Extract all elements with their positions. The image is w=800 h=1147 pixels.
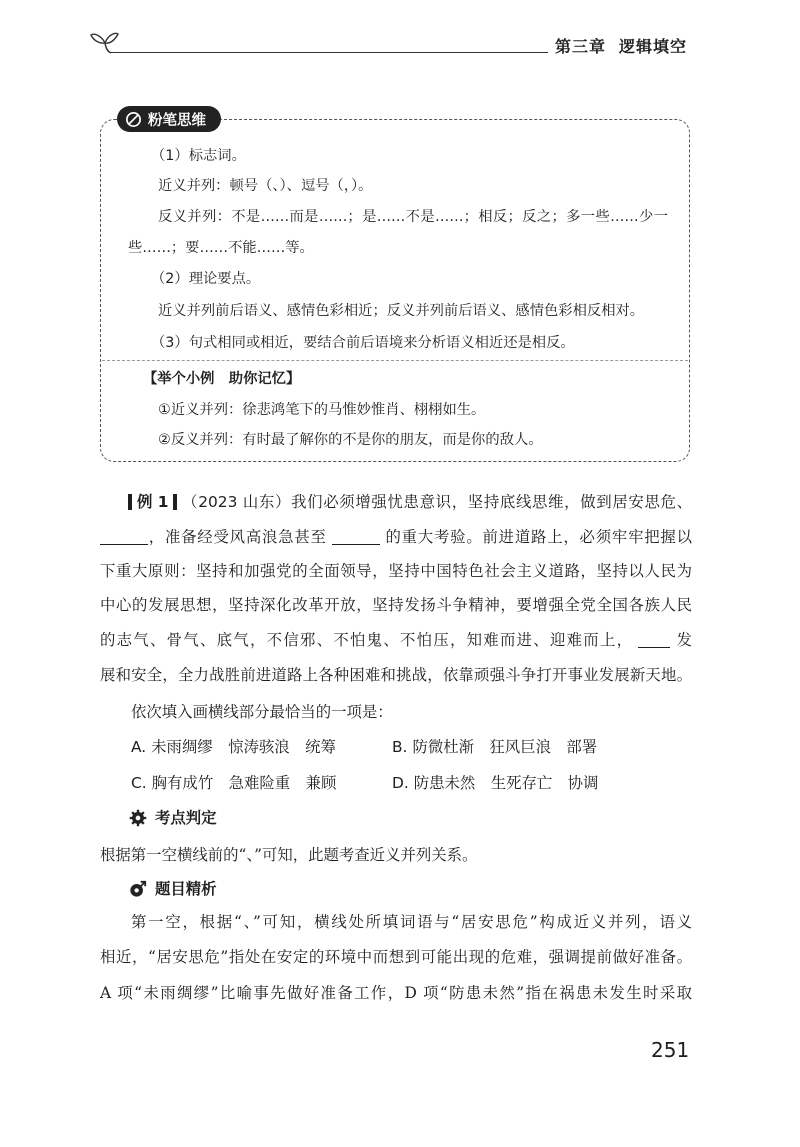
question-line: 下重大原则：坚持和加强党的全面领导，坚持中国特色社会主义道路，坚持以人民为	[100, 562, 692, 580]
tip-line: （1）标志词。	[151, 148, 246, 164]
example-item: ①近义并列：徐悲鸿笔下的马惟妙惟肖、栩栩如生。	[158, 402, 486, 418]
tip-line: （2）理论要点。	[151, 271, 261, 287]
example-heading: 【举个小例 助你记忆】	[143, 371, 301, 387]
question-line: 展和安全，全力战胜前进道路上各种困难和挑战，依靠顽强斗争打开事业发展新天地。	[100, 666, 692, 684]
question-prompt: 依次填入画横线部分最恰当的一项是：	[131, 703, 393, 721]
example-item: ②反义并列：有时最了解你的不是你的朋友，而是你的敌人。	[158, 432, 543, 448]
key-point-title: 考点判定	[155, 809, 217, 827]
question-line	[128, 492, 692, 512]
answer-blank-3	[638, 633, 670, 648]
option-letter: A.	[131, 738, 147, 756]
gear-icon	[129, 809, 147, 827]
option-d	[392, 773, 598, 793]
icon-arrow	[140, 882, 145, 887]
example-label: 例 1	[137, 493, 169, 511]
answer-blank-2	[332, 530, 380, 545]
chapter-number: 第三章	[555, 37, 607, 56]
option-c	[131, 773, 336, 793]
tip-box-title: 粉笔思维	[148, 112, 206, 129]
pencil-circle-icon	[125, 111, 142, 128]
tip-line: 反义并列：不是……而是……；是……不是……；相反；反之；多一些……少一	[158, 209, 668, 225]
analysis-line: A 项“未雨绸缪”比喻事先做好准备工作，D 项“防患未然”指在祸患未发生时采取	[100, 984, 692, 1002]
option-text: 防微杜渐 狂风巨浪 部署	[412, 738, 598, 756]
answer-blank-1	[100, 530, 148, 545]
tip-line: 近义并列前后语义、感情色彩相近；反义并列前后语义、感情色彩相反相对。	[158, 303, 645, 319]
tip-line: 近义并列：顿号（、）、逗号（，）。	[158, 178, 373, 194]
marker-bar-left	[128, 494, 132, 510]
icon-slash	[129, 115, 138, 124]
sprout-leaf-left	[91, 34, 105, 43]
question-text: （2023 山东）我们必须增强忧患意识，坚持底线思维，做到居安思危、	[181, 493, 692, 511]
question-line: 中心的发展思想，坚持深化改革开放，坚持发扬斗争精神，要增强全党全国各族人民	[100, 596, 692, 614]
header-rule	[111, 52, 548, 53]
option-text: 胸有成竹 急难险重 兼顾	[151, 774, 337, 792]
analysis-line: 相近，“居安思危”指处在安定的环境中而想到可能出现的危难，强调提前做好准备。	[100, 948, 692, 966]
sprout-leaf-right	[105, 33, 118, 43]
tip-line: （3）句式相同或相近，要结合前后语境来分析语义相近还是相反。	[151, 335, 575, 351]
page-number: 251	[651, 1038, 690, 1062]
question-text: 的重大考验。前进道路上，必须牢牢把握以	[384, 528, 692, 546]
compass-arrow-icon	[129, 880, 147, 898]
option-letter: B.	[392, 738, 408, 756]
key-point-text: 根据第一空横线前的“、”可知，此题考查近义并列关系。	[100, 846, 478, 864]
tip-box-tab	[117, 106, 221, 132]
option-text: 防患未然 生死存亡 协调	[413, 774, 599, 792]
key-point-heading	[129, 808, 217, 828]
tip-line: 些……；要……不能……等。	[128, 240, 314, 256]
option-letter: D.	[392, 774, 409, 792]
chapter-title: 逻辑填空	[619, 37, 688, 56]
question-line	[100, 630, 692, 650]
option-b	[392, 737, 597, 757]
marker-bar-right	[173, 494, 177, 510]
option-letter: C.	[131, 774, 147, 792]
question-text: 发	[675, 631, 692, 649]
question-text: ，准备经受风高浪急甚至	[148, 528, 327, 546]
analysis-heading	[129, 879, 217, 899]
question-line	[100, 527, 692, 547]
analysis-line: 第一空，根据“、”可知，横线处所填词语与“居安思危”构成近义并列，语义	[131, 913, 692, 931]
icon-dot	[134, 888, 138, 892]
example-marker	[128, 492, 177, 512]
option-text: 未雨绸缪 惊涛骇浪 统筹	[151, 738, 336, 756]
option-a	[131, 737, 336, 757]
question-text: 的志气、骨气、底气，不信邪、不怕鬼、不怕压，知难而进、迎难而上，	[100, 631, 634, 649]
gear-hole	[136, 816, 141, 821]
tip-box-divider	[102, 360, 688, 361]
analysis-title: 题目精析	[155, 880, 217, 898]
